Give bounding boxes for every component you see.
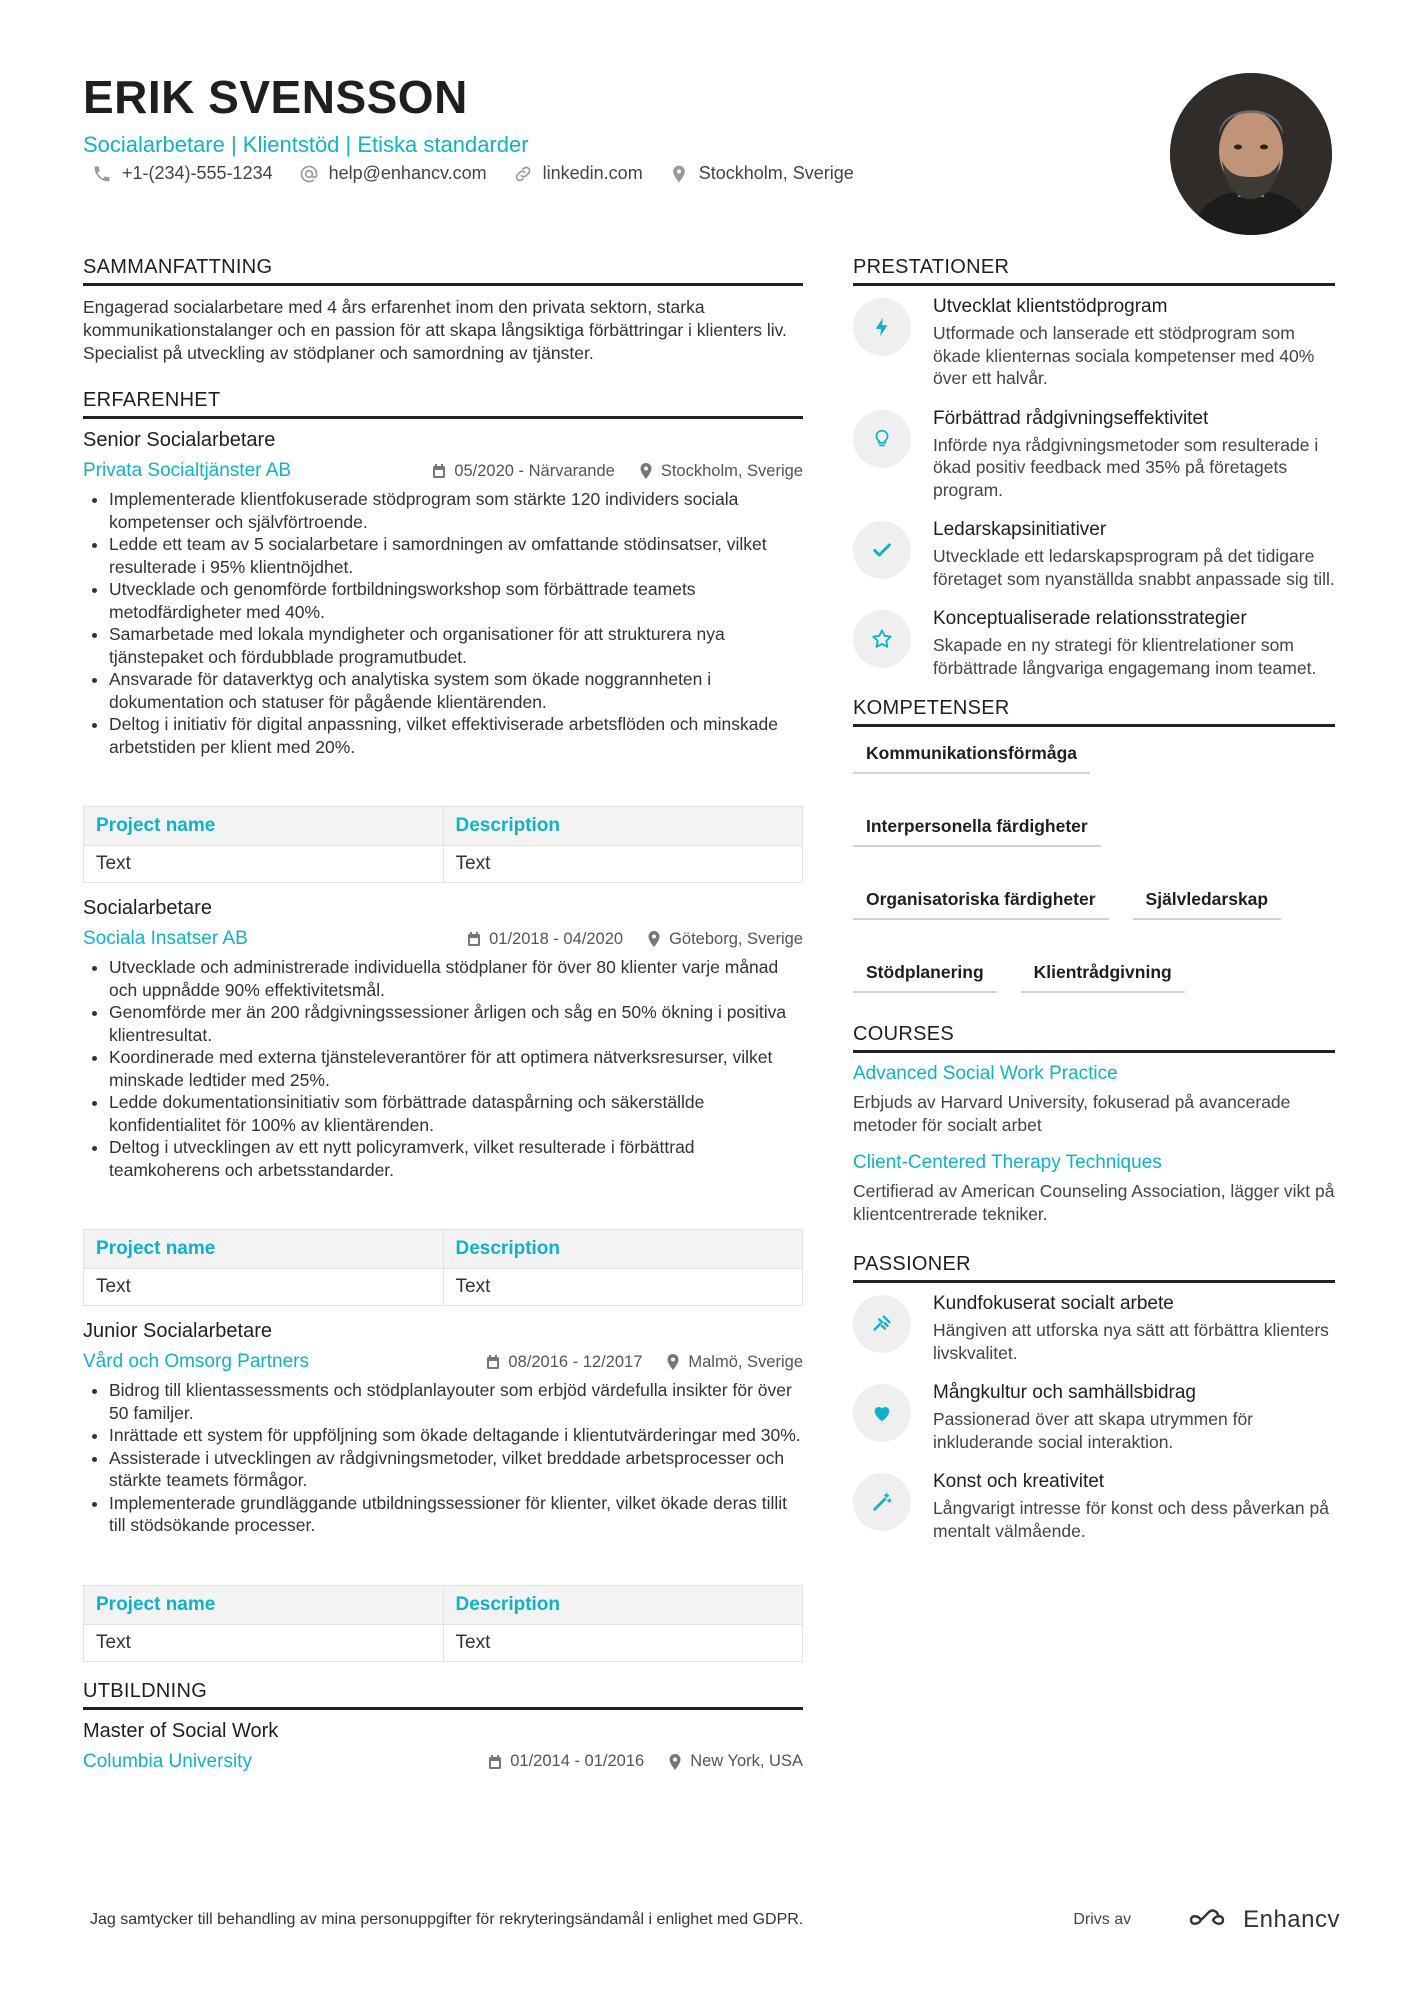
link-icon [513, 164, 533, 184]
achievement-desc: Skapade en ny strategi för klientrelationer som förbättrade långvariga engagemang inom teamet. [933, 635, 1317, 678]
achievement-item [853, 408, 1335, 502]
calendar-icon [486, 1354, 500, 1370]
education-location-text: New York, USA [690, 1752, 803, 1770]
contact-email-text: help@enhancv.com [328, 163, 487, 183]
skill-tag: Kommunikationsförmåga [853, 737, 1090, 774]
location-icon [669, 164, 689, 184]
lightbulb-icon [853, 410, 911, 468]
achievement-title: Konceptualiserade relationsstrategier [933, 608, 1247, 629]
gdpr-consent: Jag samtycker till behandling av mina personuppgifter för rekryteringsändamål i enlighet med GDPR. [90, 1911, 804, 1928]
course-title[interactable]: Client-Centered Therapy Techniques [853, 1152, 1162, 1173]
contact-phone[interactable] [92, 163, 273, 184]
skill-tag: Klientrådgivning [1021, 956, 1185, 993]
project-name-cell: Text [84, 1624, 444, 1661]
job-bullets [83, 488, 803, 758]
location-icon [666, 1354, 680, 1370]
job-entry [83, 897, 803, 1306]
job-location-text: Stockholm, Sverige [660, 461, 803, 480]
job-bullet: • Assisterade i utvecklingen av rådgivningsmetoder, vilket breddade arbetsprocesser och stärkte teamets förmågor. [109, 1447, 803, 1492]
passion-desc: Hängiven att utforska nya sätt att förbättra klienters livskvalitet. [933, 1320, 1329, 1363]
candidate-name: ERIK SVENSSON [83, 71, 468, 123]
passion-title: Konst och kreativitet [933, 1471, 1105, 1492]
job-bullet: • Deltog i initiativ för digital anpassning, vilket effektiviserade arbetsflöden och minskade arbetstiden per klient med 20%. [109, 713, 803, 758]
job-meta [83, 460, 803, 482]
education-dates [488, 1752, 644, 1771]
project-name-header: Project name [84, 1230, 444, 1269]
achievement-title: Ledarskapsinitiativer [933, 519, 1107, 540]
job-bullet: • Deltog i utvecklingen av ett nytt policyramverk, vilket resulterade i förbättrad teamkoherens och arbetsstandarder. [109, 1136, 803, 1181]
left-column [83, 256, 803, 1779]
project-name-cell: Text [84, 846, 444, 883]
job-dates-text: 01/2018 - 04/2020 [489, 929, 624, 948]
course-desc: Erbjuds av Harvard University, fokuserad på avancerade metoder för socialt arbet [853, 1092, 1291, 1135]
achievement-title: Utvecklat klientstödprogram [933, 296, 1168, 317]
right-column [853, 256, 1335, 1560]
job-location-text: Göteborg, Sverige [669, 929, 803, 948]
passion-item [853, 1382, 1335, 1453]
experience-heading: ERFARENHET [83, 389, 803, 419]
description-header: Description [443, 1585, 803, 1624]
job-bullets [83, 1379, 803, 1537]
description-cell: Text [443, 1269, 803, 1306]
skills-list [853, 737, 1335, 993]
skill-tag: Självledarskap [1133, 883, 1282, 920]
phone-icon [92, 164, 112, 184]
courses-heading: COURSES [853, 1023, 1335, 1053]
heart-icon [853, 1384, 911, 1442]
job-dates-text: 08/2016 - 12/2017 [508, 1352, 643, 1371]
project-name-cell: Text [84, 1269, 444, 1306]
check-icon [853, 521, 911, 579]
description-cell: Text [443, 846, 803, 883]
job-location [647, 930, 803, 949]
course-title[interactable]: Advanced Social Work Practice [853, 1063, 1118, 1084]
project-table [83, 1585, 803, 1662]
course-desc: Certifierad av American Counseling Association, lägger vikt på klientcentrerade tekniker. [853, 1181, 1335, 1224]
job-bullet: • Ledde dokumentationsinitiativ som förbättrade dataspårning och säkerställde konfidentialitet för 100% av klientärenden. [109, 1091, 803, 1136]
location-icon [647, 931, 661, 947]
job-bullet: • Inrättade ett system för uppföljning som ökade deltagande i klientutvärderingar med 30%. [109, 1424, 803, 1447]
star-icon [853, 610, 911, 668]
project-name-header: Project name [84, 1585, 444, 1624]
footer [90, 1906, 1340, 1934]
passion-title: Kundfokuserat socialt arbete [933, 1293, 1174, 1314]
degree-title: Master of Social Work [83, 1719, 279, 1742]
job-bullet: • Genomförde mer än 200 rådgivningssessioner årligen och såg en 50% ökning i positiva klientresultat. [109, 1001, 803, 1046]
job-dates [486, 1353, 642, 1372]
brand-logo[interactable] [1189, 1906, 1340, 1934]
achievements-heading: PRESTATIONER [853, 256, 1335, 286]
brand-name: Enhancv [1243, 1906, 1340, 1933]
job-location [639, 462, 803, 481]
project-name-header: Project name [84, 807, 444, 846]
contact-linkedin[interactable] [513, 163, 643, 184]
passions-heading: PASSIONER [853, 1253, 1335, 1283]
job-entry [83, 1320, 803, 1662]
at-icon [299, 164, 319, 184]
skill-tag: Organisatoriska färdigheter [853, 883, 1109, 920]
location-icon [668, 1754, 682, 1770]
company-name[interactable]: Sociala Insatser AB [83, 928, 248, 949]
job-bullet: • Koordinerade med externa tjänsteleverantörer för att optimera nätverksresurser, vilket minskade ledtider med 25%. [109, 1046, 803, 1091]
job-bullet: • Utvecklade och genomförde fortbildningsworkshop som förbättrade teamets metodfärdigheter med 40%. [109, 578, 803, 623]
school-name[interactable]: Columbia University [83, 1750, 252, 1772]
passion-desc: Passionerad över att skapa utrymmen för inkluderande social interaktion. [933, 1409, 1254, 1452]
skill-tag: Interpersonella färdigheter [853, 810, 1101, 847]
calendar-icon [432, 463, 446, 479]
company-name[interactable]: Vård och Omsorg Partners [83, 1351, 309, 1372]
company-name[interactable]: Privata Socialtjänster AB [83, 460, 292, 481]
enhancv-logo-icon [1189, 1909, 1235, 1931]
job-title: Senior Socialarbetare [83, 429, 276, 451]
achievement-item [853, 519, 1335, 590]
job-bullet: • Ledde ett team av 5 socialarbetare i samordningen av omfattande stödinsatser, vilket resulterade i 95% klientnöjdhet. [109, 533, 803, 578]
bolt-icon [853, 298, 911, 356]
job-entry [83, 429, 803, 883]
job-bullet: • Bidrog till klientassessments och stödplanlayouter som erbjöd värdefulla insikter för över 50 familjer. [109, 1379, 803, 1424]
job-bullet: • Implementerade grundläggande utbildningssessioner för klienter, vilket ökade deras tillit till stödsökande processer. [109, 1492, 803, 1537]
profile-photo [1170, 73, 1332, 235]
contact-location [669, 163, 854, 184]
handshake-icon [853, 1295, 911, 1353]
achievement-desc: Utvecklade ett ledarskapsprogram på det tidigare företaget som nyanställda snabbt anpassade sig till. [933, 546, 1335, 589]
magic-wand-icon [853, 1473, 911, 1531]
skills-heading: KOMPETENSER [853, 697, 1335, 727]
description-header: Description [443, 1230, 803, 1269]
passion-item [853, 1293, 1335, 1364]
contact-bar [92, 163, 854, 184]
contact-linkedin-text: linkedin.com [542, 163, 643, 183]
achievement-item [853, 296, 1335, 390]
education-heading: UTBILDNING [83, 1680, 803, 1710]
passion-item [853, 1471, 1335, 1542]
education-meta [83, 1751, 803, 1773]
passion-desc: Långvarigt intresse för konst och dess påverkan på mentalt välmående. [933, 1498, 1329, 1541]
location-icon [639, 463, 653, 479]
project-table [83, 806, 803, 883]
job-location [666, 1353, 803, 1372]
skill-tag: Stödplanering [853, 956, 997, 993]
passion-title: Mångkultur och samhällsbidrag [933, 1382, 1196, 1403]
job-dates [432, 462, 615, 481]
job-title: Socialarbetare [83, 897, 212, 919]
achievement-desc: Utformade och lanserade ett stödprogram som ökade klienternas sociala kompetenser med 40% över ett halvår. [933, 323, 1315, 388]
job-title: Junior Socialarbetare [83, 1320, 272, 1342]
achievement-title: Förbättrad rådgivningseffektivitet [933, 407, 1209, 429]
job-bullet: • Implementerade klientfokuserade stödprogram som stärkte 120 individers sociala kompetenser och självförtroende. [109, 488, 803, 533]
job-meta [83, 928, 803, 950]
calendar-icon [467, 931, 481, 947]
job-bullet: • Utvecklade och administrerade individuella stödplaner för över 80 klienter varje månad och uppnådde 90% effektivitetsmål. [109, 956, 803, 1001]
achievement-desc: Införde nya rådgivningsmetoder som resulterade i ökad positiv feedback med 35% på företagets program. [933, 434, 1319, 500]
candidate-tagline: Socialarbetare | Klientstöd | Etiska standarder [83, 132, 529, 157]
education-location [668, 1752, 803, 1771]
achievement-item [853, 608, 1335, 679]
description-cell: Text [443, 1624, 803, 1661]
project-table [83, 1229, 803, 1306]
job-bullet: • Ansvarade för dataverktyg och analytiska system som ökade noggrannheten i dokumentation och statuser för pågående klientärenden. [109, 668, 803, 713]
job-meta [83, 1351, 803, 1373]
contact-phone-text: +1-(234)-555-1234 [122, 163, 273, 183]
job-dates [467, 930, 623, 949]
description-header: Description [443, 807, 803, 846]
education-dates-text: 01/2014 - 01/2016 [510, 1752, 645, 1770]
contact-location-text: Stockholm, Sverige [698, 163, 854, 183]
job-dates-text: 05/2020 - Närvarande [454, 461, 615, 480]
calendar-icon [488, 1754, 502, 1770]
powered-by-label: Drivs av [1073, 1911, 1132, 1928]
job-location-text: Malmö, Sverige [688, 1352, 803, 1371]
job-bullet: • Samarbetade med lokala myndigheter och organisationer för att strukturera nya tjänstepaket och fördubblade programutbudet. [109, 623, 803, 668]
job-bullets [83, 956, 803, 1181]
summary-text: Engagerad socialarbetare med 4 års erfarenhet inom den privata sektorn, starka kommunikationstalanger och en passion för att skapa långsiktiga förbättringar i klienters liv. Specialist på utveckling av stödplaner och samordning av tjänster. [83, 297, 787, 363]
contact-email[interactable] [299, 163, 487, 184]
summary-heading: SAMMANFATTNING [83, 256, 803, 286]
